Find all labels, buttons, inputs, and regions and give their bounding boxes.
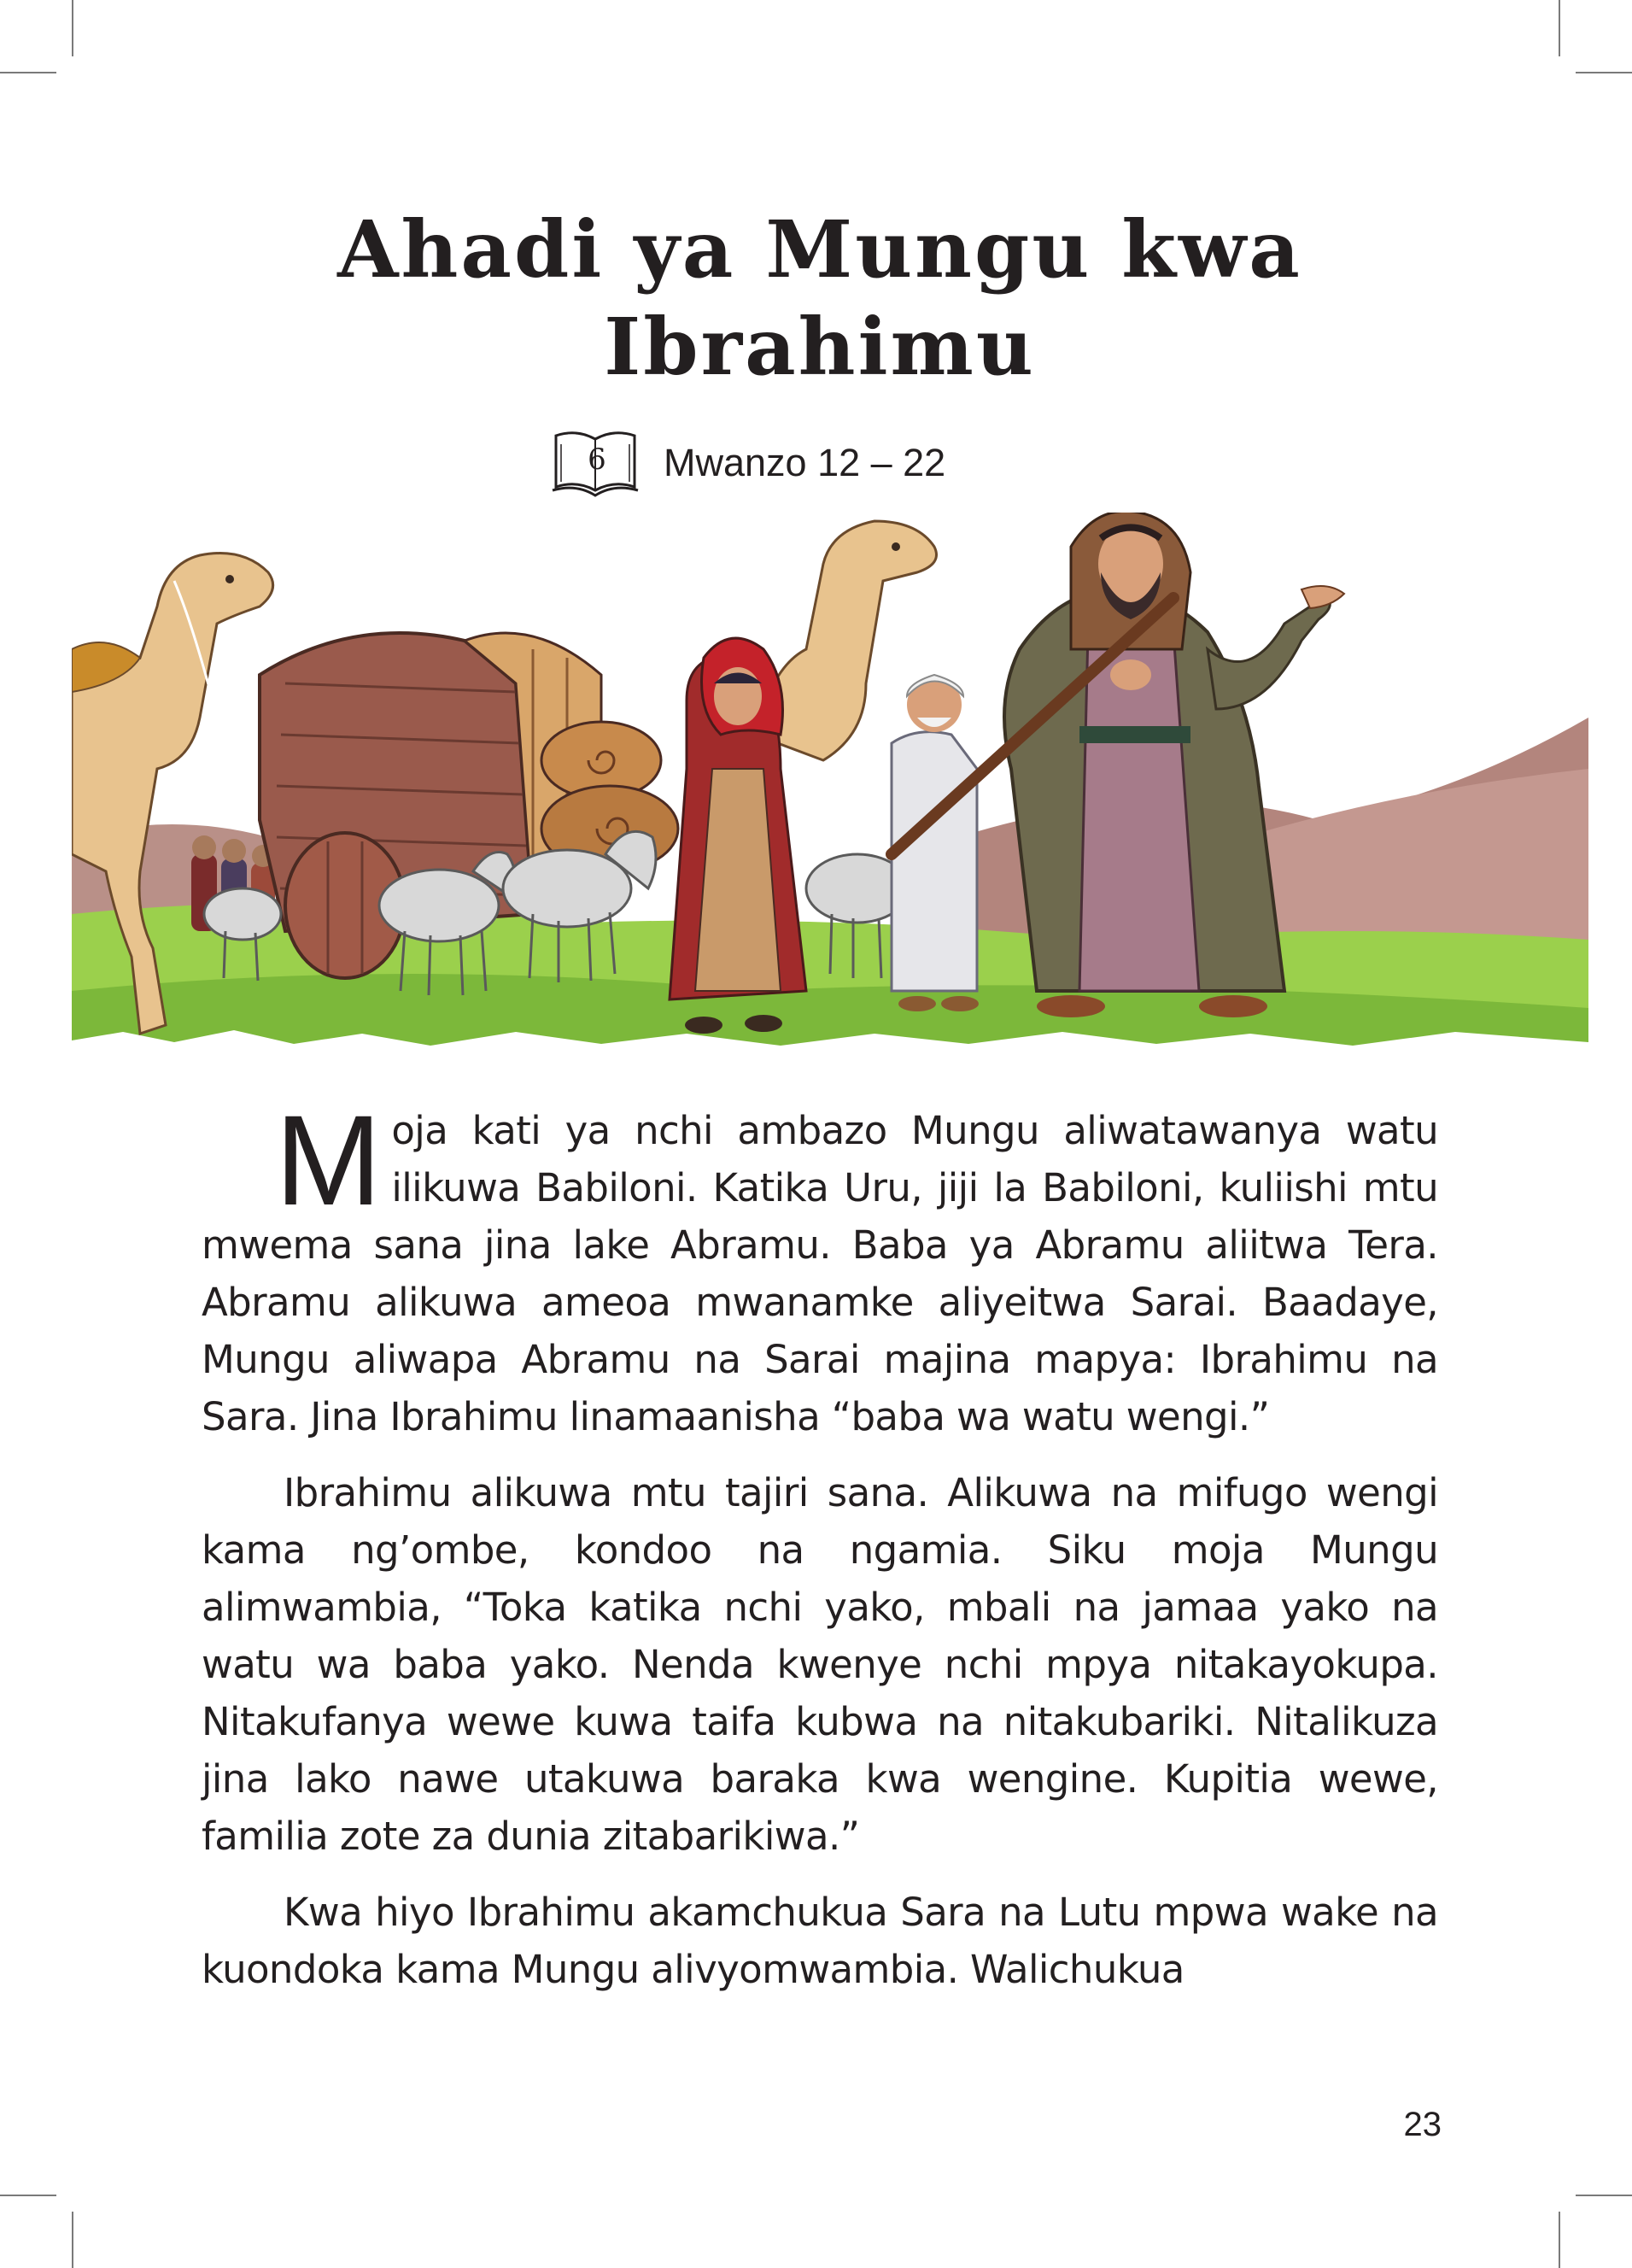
paragraph-1	[202, 1088, 1438, 1445]
open-book-icon	[551, 424, 640, 502]
scripture-reference	[551, 424, 945, 502]
chapter-number: 6	[588, 442, 606, 477]
crop-mark	[0, 2195, 56, 2196]
title-line-2: Ibrahimu	[604, 301, 1036, 393]
abraham-journey-illustration-icon	[72, 513, 1588, 1059]
story-text	[202, 1088, 1438, 2017]
drop-cap: M	[275, 1088, 382, 1232]
paragraph-1-text: oja kati ya nchi ambazo Mungu aliwatawanya watu ilikuwa Babiloni. Katika Uru, jiji la Babiloni, kuliishi mtu mwema sana jina lake Abramu. Baba ya Abramu aliitwa Tera. Abramu alikuwa ameoa mwanamke aliyeitwa Sarai. Baadaye, Mungu aliwapa Abramu na Sarai majina mapya: Ibrahimu na Sara. Jina Ibrahimu linamaanisha “baba wa watu wengi.”	[202, 1108, 1438, 1439]
title-line-1: Ahadi ya Mungu kwa	[337, 203, 1302, 296]
page-title	[256, 201, 1383, 396]
crop-mark	[1559, 0, 1560, 56]
reference-text: Mwanzo 12 – 22	[664, 441, 946, 484]
crop-mark	[1559, 2212, 1560, 2268]
crop-mark	[1576, 2195, 1632, 2196]
crop-mark	[1576, 72, 1632, 73]
paragraph-3: Kwa hiyo Ibrahimu akamchukua Sara na Lutu mpwa wake na kuondoka kama Mungu alivyomwambia. Walichukua	[202, 1890, 1438, 1992]
page-number: 23	[1403, 2106, 1442, 2143]
story-illustration	[72, 513, 1588, 1059]
crop-mark	[72, 2212, 73, 2268]
crop-mark	[72, 0, 73, 56]
crop-mark	[0, 72, 56, 73]
paragraph-2: Ibrahimu alikuwa mtu tajiri sana. Alikuwa na mifugo wengi kama ng’ombe, kondoo na ngamia. Siku moja Mungu alimwambia, “Toka katika nchi yako, mbali na jamaa yako na watu wa baba yako. Nenda kwenye nchi mpya nitakayokupa. Nitakufanya wewe kuwa taifa kubwa na nitakubariki. Nitalikuza jina lako nawe utakuwa baraka kwa wengine. Kupitia wewe, familia zote za dunia zitabarikiwa.”	[202, 1470, 1438, 1859]
